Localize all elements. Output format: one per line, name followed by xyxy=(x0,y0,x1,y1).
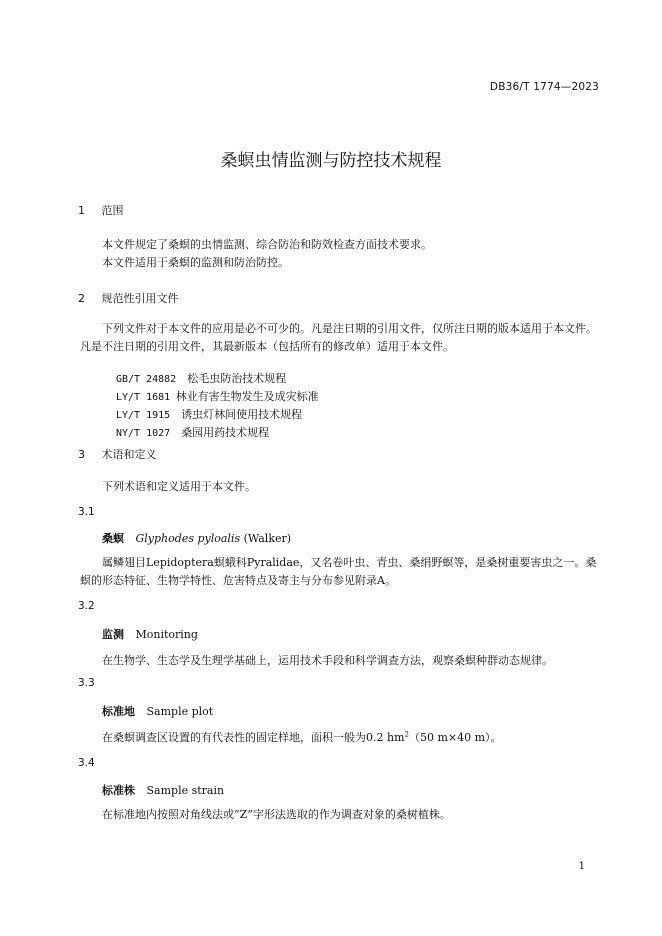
section-1-paragraph-2: 本文件适用于桑螟的监测和防治防控。 xyxy=(102,256,289,269)
term-heading xyxy=(102,703,213,719)
term-chinese: 标准地 xyxy=(102,705,135,718)
section-1-paragraph-1: 本文件规定了桑螟的虫情监测、综合防治和防效检查方面技术要求。 xyxy=(102,238,432,251)
section-number: 3 xyxy=(78,448,85,461)
definition-text: 在桑螟调查区设置的有代表性的固定样地，面积一般为0.2 hm xyxy=(102,731,405,744)
reference-name: 松毛虫防治技术规程 xyxy=(187,372,287,385)
section-number: 2 xyxy=(78,292,85,305)
section-2-intro: 下列文件对于本文件的应用是必不可少的。凡是注日期的引用文件，仅所注日期的版本适用于本文件。凡是不注日期的引用文件，其最新版本（包括所有的修改单）适用于本文件。 xyxy=(80,322,597,353)
reference-code: LY/T 1915 xyxy=(116,410,171,421)
term-latin: Glyphodes pyloalis xyxy=(135,532,241,545)
reference-code: NY/T 1027 xyxy=(116,428,171,439)
reference-name: 桑园用药技术规程 xyxy=(181,426,270,439)
term-english: Monitoring xyxy=(135,628,198,641)
section-3-heading xyxy=(78,446,157,462)
term-definition: 在生物学、生态学及生理学基础上，运用技术手段和科学调查方法，观察桑螟种群动态规律。 xyxy=(102,654,553,667)
term-chinese: 桑螟 xyxy=(102,532,124,545)
term-chinese: 标准株 xyxy=(102,784,135,797)
reference-code: LY/T 1681 xyxy=(116,392,171,403)
term-heading xyxy=(102,626,198,642)
term-definition: 属鳞翅目Lepidoptera螟蛾科Pyralidae，又名卷叶虫、青虫、桑绢野螟等，是桑树重要害虫之一。桑螟的形态特征、生物学特性、危害特点及寄主与分布参见附录A。 xyxy=(80,556,597,587)
superscript: 2 xyxy=(404,730,409,739)
page-number: 1 xyxy=(578,861,585,872)
term-heading xyxy=(102,782,224,798)
term-number: 3.2 xyxy=(78,600,95,612)
reference-name: 诱虫灯林间使用技术规程 xyxy=(181,408,303,421)
term-chinese: 监测 xyxy=(102,628,124,641)
term-number: 3.3 xyxy=(78,677,95,689)
term-heading xyxy=(102,530,291,546)
reference-name: 林业有害生物发生及成灾标准 xyxy=(175,390,319,403)
section-title: 规范性引用文件 xyxy=(101,292,179,305)
section-title: 术语和定义 xyxy=(101,448,157,461)
term-english: Sample plot xyxy=(146,705,214,718)
term-english: (Walker) xyxy=(243,532,292,545)
standard-code: DB36/T 1774—2023 xyxy=(489,81,599,93)
term-english: Sample strain xyxy=(146,784,225,797)
term-number: 3.1 xyxy=(78,506,95,518)
section-2-heading xyxy=(78,290,179,306)
section-3-intro: 下列术语和定义适用于本文件。 xyxy=(102,480,256,493)
section-1-heading xyxy=(78,202,124,218)
definition-text: （50 m×40 m）。 xyxy=(408,731,502,744)
document-title: 桑螟虫情监测与防控技术规程 xyxy=(220,151,442,171)
reference-code: GB/T 24882 xyxy=(116,374,177,385)
term-number: 3.4 xyxy=(78,757,95,769)
section-number: 1 xyxy=(78,204,85,217)
section-title: 范围 xyxy=(101,204,124,217)
term-definition xyxy=(102,729,502,745)
term-definition: 在标准地内按照对角线法或“Z”字形法选取的作为调查对象的桑树植株。 xyxy=(102,808,451,821)
